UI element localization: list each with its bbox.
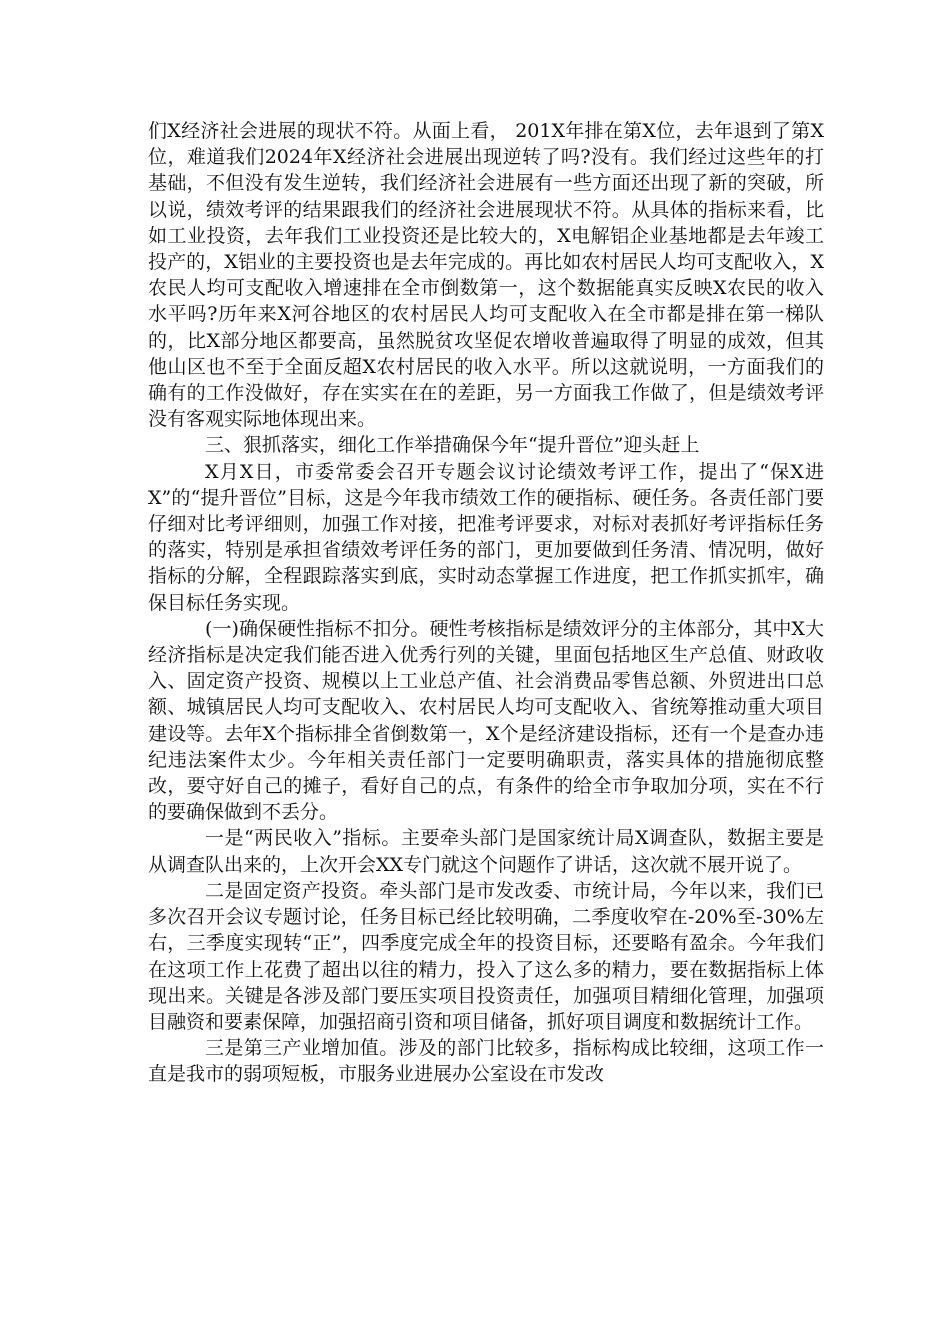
paragraph-tertiary-industry: 三是第三产业增加值。涉及的部门比较多，指标构成比较细，这项工作一直是我市的弱项短板，市服务业进展办公室设在市发改 [148, 1037, 824, 1086]
section-heading-three: 三、狠抓落实，细化工作举措确保今年“提升晋位”迎头赶上 [205, 434, 700, 457]
paragraph-continuation: 们X经济社会进展的现状不符。从面上看， 201X年排在第X位，去年退到了第X位，难道我们2024年X经济社会进展出现逆转了吗?没有。我们经过这些年的打基础，不但没有发生逆转，我们经济社会进展有一些方面还出现了新的突破，所以说，绩效考评的结果跟我们的经济社会进展现状不符。从具体的指标来看，比如工业投资，去年我们工业投资还是比较大的，X电解铝企业基地都是去年竣工投产的，X铝业的主要投资也是去年完成的。再比如农村居民人均可支配收入，X农民人均可支配收入增速排在全市倒数第一，这个数据能真实反映X农民的收入水平吗?历年来X河谷地区的农村居民人均可支配收入在全市都是排在第一梯队的，比X部分地区都要高，虽然脱贫攻坚促农增收普遍取得了明显的成效，但其他山区也不至于全面反超X农村居民的收入水平。所以这就说明，一方面我们的确有的工作没做好，存在实实在在的差距，另一方面我工作做了，但是绩效考评没有客观实际地体现出来。 [148, 120, 824, 431]
paragraph-hard-indicators: (一)确保硬性指标不扣分。硬性考核指标是绩效评分的主体部分，其中X大经济指标是决定我们能否进入优秀行列的关键，里面包括地区生产总值、财政收入、固定资产投资、规模以上工业总产值、社会消费品零售总额、外贸进出口总额、城镇居民人均可支配收入、农村居民人均可支配收入、省统筹推动重大项目建设等。去年X个指标排全省倒数第一，X个是经济建设指标，还有一个是查办违纪违法案件太少。今年相关责任部门一定要明确职责，落实具体的措施彻底整改，要守好自己的摊子，看好自己的点，有条件的给全市争取加分项，实在不行的要确保做到不丢分。 [148, 617, 824, 824]
paragraph-fixed-investment: 二是固定资产投资。牵头部门是市发改委、市统计局，今年以来，我们已多次召开会议专题讨论，任务目标已经比较明确，二季度收窄在-20%至-30%左右，三季度实现转“正”，四季度完成全年的投资目标，还要略有盈余。今年我们在这项工作上花费了超出以往的精力，投入了这么多的精力，要在数据指标上体现出来。关键是各涉及部门要压实项目投资责任，加强项目精细化管理，加强项目融资和要素保障，加强招商引资和项目储备，抓好项目调度和数据统计工作。 [148, 879, 824, 1033]
document-body [148, 118, 824, 1088]
paragraph-income-indicator: 一是“两民收入”指标。主要牵头部门是国家统计局X调查队，数据主要是从调查队出来的，上次开会XX专门就这个问题作了讲话，这次就不展开说了。 [148, 827, 824, 876]
paragraph-meeting: X月X日，市委常委会召开专题会议讨论绩效考评工作，提出了“保X进X”的“提升晋位”目标，这是今年我市绩效工作的硬指标、硬任务。各责任部门要仔细对比考评细则，加强工作对接，把准考评要求，对标对表抓好考评指标任务的落实，特别是承担省绩效考评任务的部门，更加要做到任务清、情况明，做好指标的分解，全程跟踪落实到底，实时动态掌握工作进度，把工作抓实抓牢，确保目标任务实现。 [148, 460, 824, 614]
